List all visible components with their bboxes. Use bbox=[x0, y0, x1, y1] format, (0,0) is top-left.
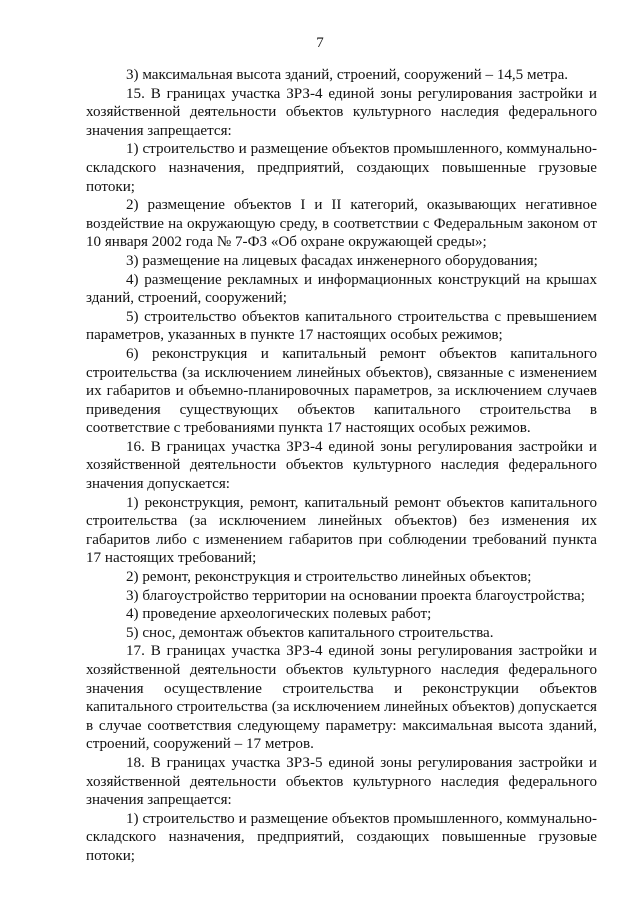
paragraph-16-3: 3) благоустройство территории на основании проекта благоустройства; bbox=[126, 587, 585, 604]
paragraph-14-3: 3) максимальная высота зданий, строений, сооружений – 14,5 метра. bbox=[126, 67, 569, 83]
paragraph-15-6: 6) реконструкция и капитальный ремонт объектов капитального строительства (за исключением линейных объектов), связанные с изменением их габаритов и объемно-планировочных параметров, за исключением случаев приведения существующих объектов капитального строительства в соответствие с требованиями пункта 17 настоящих особых режимов. bbox=[86, 345, 597, 437]
paragraph-16-4: 4) проведение археологических полевых работ; bbox=[126, 606, 432, 623]
paragraph-15-2: 2) размещение объектов I и II категорий, оказывающих негативное воздействие на окружающую среду, в соответствии с Федеральным законом от 10 января 2002 года № 7-ФЗ «Об охране окружающей среды»; bbox=[86, 197, 597, 251]
paragraph-15: 15. В границах участка ЗРЗ-4 единой зоны регулирования застройки и хозяйственной деятельности объектов культурного наследия федерального значения запрещается: bbox=[86, 85, 597, 139]
paragraph-15-5: 5) строительство объектов капитального строительства с превышением параметров, указанных в пункте 17 настоящих особых режимов; bbox=[86, 308, 597, 344]
paragraph-15-3: 3) размещение на лицевых фасадах инженерного оборудования; bbox=[126, 252, 538, 269]
document-body bbox=[86, 66, 597, 866]
paragraph-18: 18. В границах участка ЗРЗ-5 единой зоны регулирования застройки и хозяйственной деятельности объектов культурного наследия федерального значения запрещается: bbox=[86, 754, 597, 809]
paragraph-16-5: 5) снос, демонтаж объектов капитального строительства. bbox=[126, 624, 494, 641]
paragraph-15-4: 4) размещение рекламных и информационных конструкций на крышах зданий, строений, сооружений; bbox=[86, 271, 597, 307]
paragraph-16-2: 2) ремонт, реконструкция и строительство линейных объектов; bbox=[126, 569, 532, 586]
paragraph-18-1: 1) строительство и размещение объектов промышленного, коммунально-складского назначения, предприятий, создающих повышенные грузовые потоки; bbox=[86, 810, 597, 864]
paragraph-16: 16. В границах участка ЗРЗ-4 единой зоны регулирования застройки и хозяйственной деятельности объектов культурного наследия федерального значения допускается: bbox=[86, 438, 597, 493]
paragraph-17: 17. В границах участка ЗРЗ-4 единой зоны регулирования застройки и хозяйственной деятельности объектов культурного наследия федерального значения осуществление строительства и реконструкции объектов капитального строительства (за исключением линейных объектов) допускается в случае соответствия следующему параметру: максимальная высота зданий, строений, сооружений – 17 метров. bbox=[86, 643, 597, 753]
paragraph-15-1: 1) строительство и размещение объектов промышленного, коммунально-складского назначения, предприятий, создающих повышенные грузовые потоки; bbox=[86, 141, 597, 195]
page-number: 7 bbox=[316, 35, 324, 51]
paragraph-16-1: 1) реконструкция, ремонт, капитальный ремонт объектов капитального строительства (за исключением линейных объектов) без изменения их габаритов либо с изменением габаритов при соблюдении требований пункта 17 настоящих требований; bbox=[86, 494, 597, 567]
